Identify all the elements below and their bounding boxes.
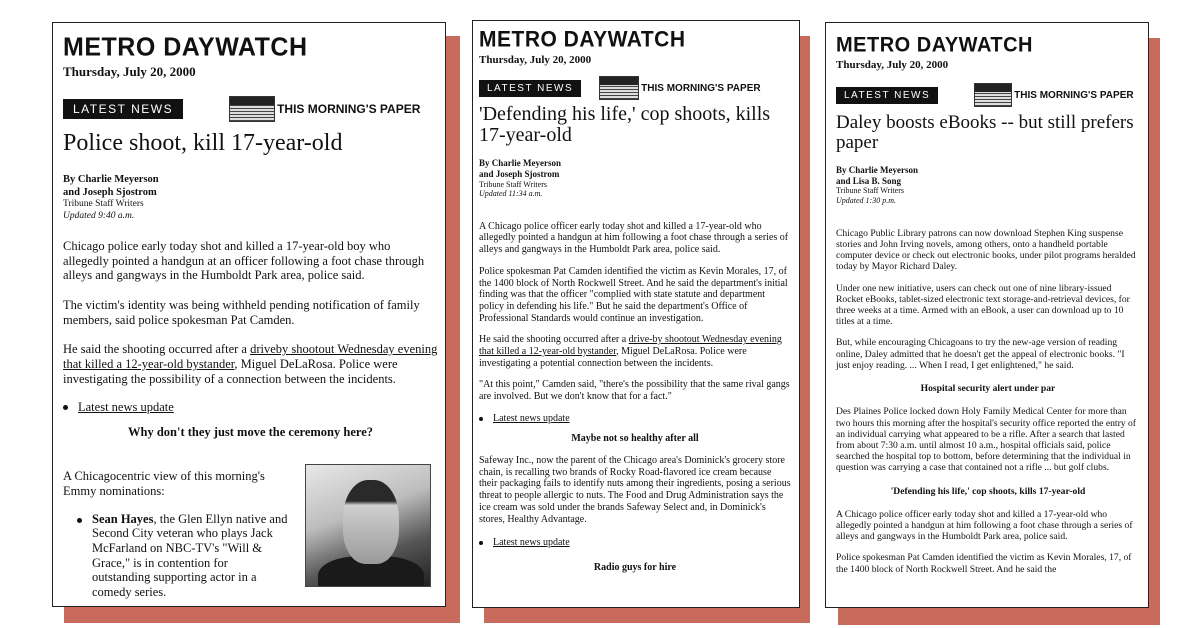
latest-news-update-link[interactable]: Latest news update: [493, 412, 570, 424]
paragraph: Chicago Public Library patrons can now download Stephen King suspense stories and John Irving novels, among others, onto a handheld portable computer device or check out electronic books, under pilot programs heralded today by Mayor Richard Daley.: [836, 227, 1136, 273]
paragraph: Police spokesman Pat Camden identified the victim as Kevin Morales, 17, of the 1400 block of North Rockwell Street. And he said the department's initial finding was that the officer "complied with state statute and department policy in defending his life." But he said the department's Office of Professional Standards would continue an investigation.: [479, 265, 788, 324]
paragraph-text: He said the shooting occurred after a: [479, 334, 629, 346]
section-heading: Why don't they just move the ceremony here?: [128, 424, 373, 439]
masthead: METRO DAYWATCH: [63, 32, 308, 62]
byline-staff: Tribune Staff Writers: [836, 186, 904, 196]
bullet-icon: [63, 405, 68, 410]
latest-news-badge[interactable]: LATEST NEWS: [479, 80, 581, 97]
latest-news-badge[interactable]: LATEST NEWS: [63, 99, 183, 119]
bullet-item: [92, 512, 288, 600]
headline: Daley boosts eBooks -- but still prefers paper: [836, 112, 1134, 153]
byline-author-1: By Charlie Meyerson: [63, 174, 159, 186]
edition-date: Thursday, July 20, 2000: [63, 64, 196, 79]
updated-time: Updated 11:34 a.m.: [479, 189, 543, 199]
byline-author-2: and Joseph Sjostrom: [479, 168, 560, 179]
byline-author-1: By Charlie Meyerson: [479, 158, 561, 168]
latest-news-badge[interactable]: LATEST NEWS: [836, 87, 938, 104]
this-mornings-paper-link[interactable]: THIS MORNING'S PAPER: [277, 102, 421, 116]
paragraph: Under one new initiative, users can check out one of nine library-issued Rocket eBooks, tablet-sized electronic text storage-and-retrieval devices, for three weeks at a time. Armed with an eBook, a user can download up to 10 titles at a time.: [836, 282, 1130, 328]
byline-staff: Tribune Staff Writers: [479, 179, 547, 189]
bullet-icon: [77, 518, 82, 523]
paragraph-text: , Miguel DeLaRosa. Police were investigating a potential connection between the incidents.: [479, 345, 747, 369]
masthead: METRO DAYWATCH: [836, 33, 1033, 57]
paragraph: A Chicagocentric view of this morning's Emmy nominations:: [63, 469, 265, 499]
this-mornings-paper-link[interactable]: THIS MORNING'S PAPER: [1014, 89, 1134, 101]
section-heading: Maybe not so healthy after all: [571, 433, 699, 445]
newspaper-thumbnail-icon[interactable]: [974, 83, 1012, 107]
bullet-name: Sean Hayes: [92, 511, 154, 526]
byline-author-1: By Charlie Meyerson: [836, 164, 918, 175]
newspaper-thumbnail-icon[interactable]: [599, 76, 639, 100]
latest-news-update-link[interactable]: Latest news update: [78, 400, 174, 415]
paragraph: A Chicago police officer early today shot and killed a 17-year-old who allegedly pointed a handgun at him following a foot chase through a series of alleys and gangways in the Humboldt Park area, police said.: [836, 508, 1133, 543]
section-heading: Hospital security alert under par: [920, 383, 1056, 395]
this-mornings-paper-link[interactable]: THIS MORNING'S PAPER: [641, 82, 761, 94]
newspaper-page-3: [825, 22, 1149, 608]
paragraph-text: He said the shooting occurred after a: [63, 342, 251, 357]
edition-date: Thursday, July 20, 2000: [836, 59, 949, 71]
drive-by-shootout-link[interactable]: drive-by shootout Wednesday evening that killed a 12-year-old bystander: [479, 334, 782, 357]
headline: Police shoot, kill 17-year-old: [63, 130, 343, 156]
masthead: METRO DAYWATCH: [479, 27, 686, 52]
paragraph: [479, 334, 791, 369]
byline: [63, 174, 438, 222]
updated-time: Updated 9:40 a.m.: [63, 210, 135, 221]
headline: 'Defending his life,' cop shoots, kills 17-year-old: [479, 103, 771, 146]
byline-staff: Tribune Staff Writers: [63, 199, 144, 210]
bullet-icon: [479, 541, 483, 545]
byline-author-2: and Joseph Sjostrom: [63, 186, 157, 198]
paragraph: Safeway Inc., now the parent of the Chicago area's Dominick's grocery store chain, is recalling two brands of Rocky Road-flavored ice cream because their packaging fails to identify nuts among their ingredients, posing a serious threat to people allergic to nuts. The Food and Drug Administration says the ice cream was sold under the brands Safeway Select and, in Dominick's stores, Healthy Advantage.: [479, 455, 791, 525]
paragraph: Police spokesman Pat Camden identified the victim as Kevin Morales, 17, of the 1400 block of North Rockwell Street. And he said the: [836, 552, 1132, 575]
paragraph: [63, 342, 438, 386]
section-heading: 'Defending his life,' cop shoots, kills 17-year-old: [890, 485, 1086, 497]
edition-date: Thursday, July 20, 2000: [479, 54, 592, 66]
byline: [479, 158, 791, 199]
paragraph-text: , Miguel DeLaRosa. Police were investigating the possibility of a connection between the incidents.: [63, 356, 398, 386]
byline-author-2: and Lisa B. Song: [836, 175, 902, 186]
byline: [836, 165, 1140, 206]
newspaper-page-1: [52, 22, 446, 607]
paragraph: But, while encouraging Chicagoans to try the new-age version of reading online, Daley admitted that he doesn't get the appeal of electronic books. "I just enjoy reading. ... When I read, I get enlightened," he said.: [836, 337, 1125, 371]
paragraph: Des Plaines Police locked down Holy Family Medical Center for more than two hours this morning after the hospital's security office reported the entry of an individual carrying what appeared to be a rifle. After a search that lasted from about 7:30 a.m. until almost 10 a.m., hospital officials said, police searched the hospital top to bottom, before determining that the individual in question was carrying a case that contained not a rifle ... but golf clubs.: [836, 406, 1136, 474]
newspaper-page-2: [472, 20, 800, 608]
bullet-icon: [479, 417, 483, 421]
section-heading: Radio guys for hire: [593, 561, 677, 573]
updated-time: Updated 1:30 p.m.: [836, 196, 896, 206]
bullet-text: , the Glen Ellyn native and Second City veteran who plays Jack McFarland on NBC-TV's "Will & Grace," is in contention for outstanding supporting actor in a comedy series.: [92, 511, 288, 599]
headshot-photo: [305, 464, 431, 587]
driveby-shootout-link[interactable]: driveby shootout Wednesday evening that killed a 12-year-old bystander: [63, 342, 438, 371]
paragraph: The victim's identity was being withheld pending notification of family members, said police spokesman Pat Camden.: [63, 298, 420, 327]
paragraph: "At this point," Camden said, "there's the possibility that the same rival gangs are involved. But we don't know that for a fact.": [479, 379, 790, 403]
newspaper-thumbnail-icon[interactable]: [229, 96, 275, 122]
latest-news-update-link[interactable]: Latest news update: [493, 537, 570, 549]
paragraph: A Chicago police officer early today shot and killed a 17-year-old who allegedly pointed a handgun at him following a foot chase through a series of alleys and gangways in the Humboldt Park area, police said.: [479, 220, 789, 256]
paragraph: Chicago police early today shot and killed a 17-year-old boy who allegedly pointed a handgun at an officer following a foot chase through alleys and gangways in the Humboldt Park area, police said.: [63, 239, 425, 283]
